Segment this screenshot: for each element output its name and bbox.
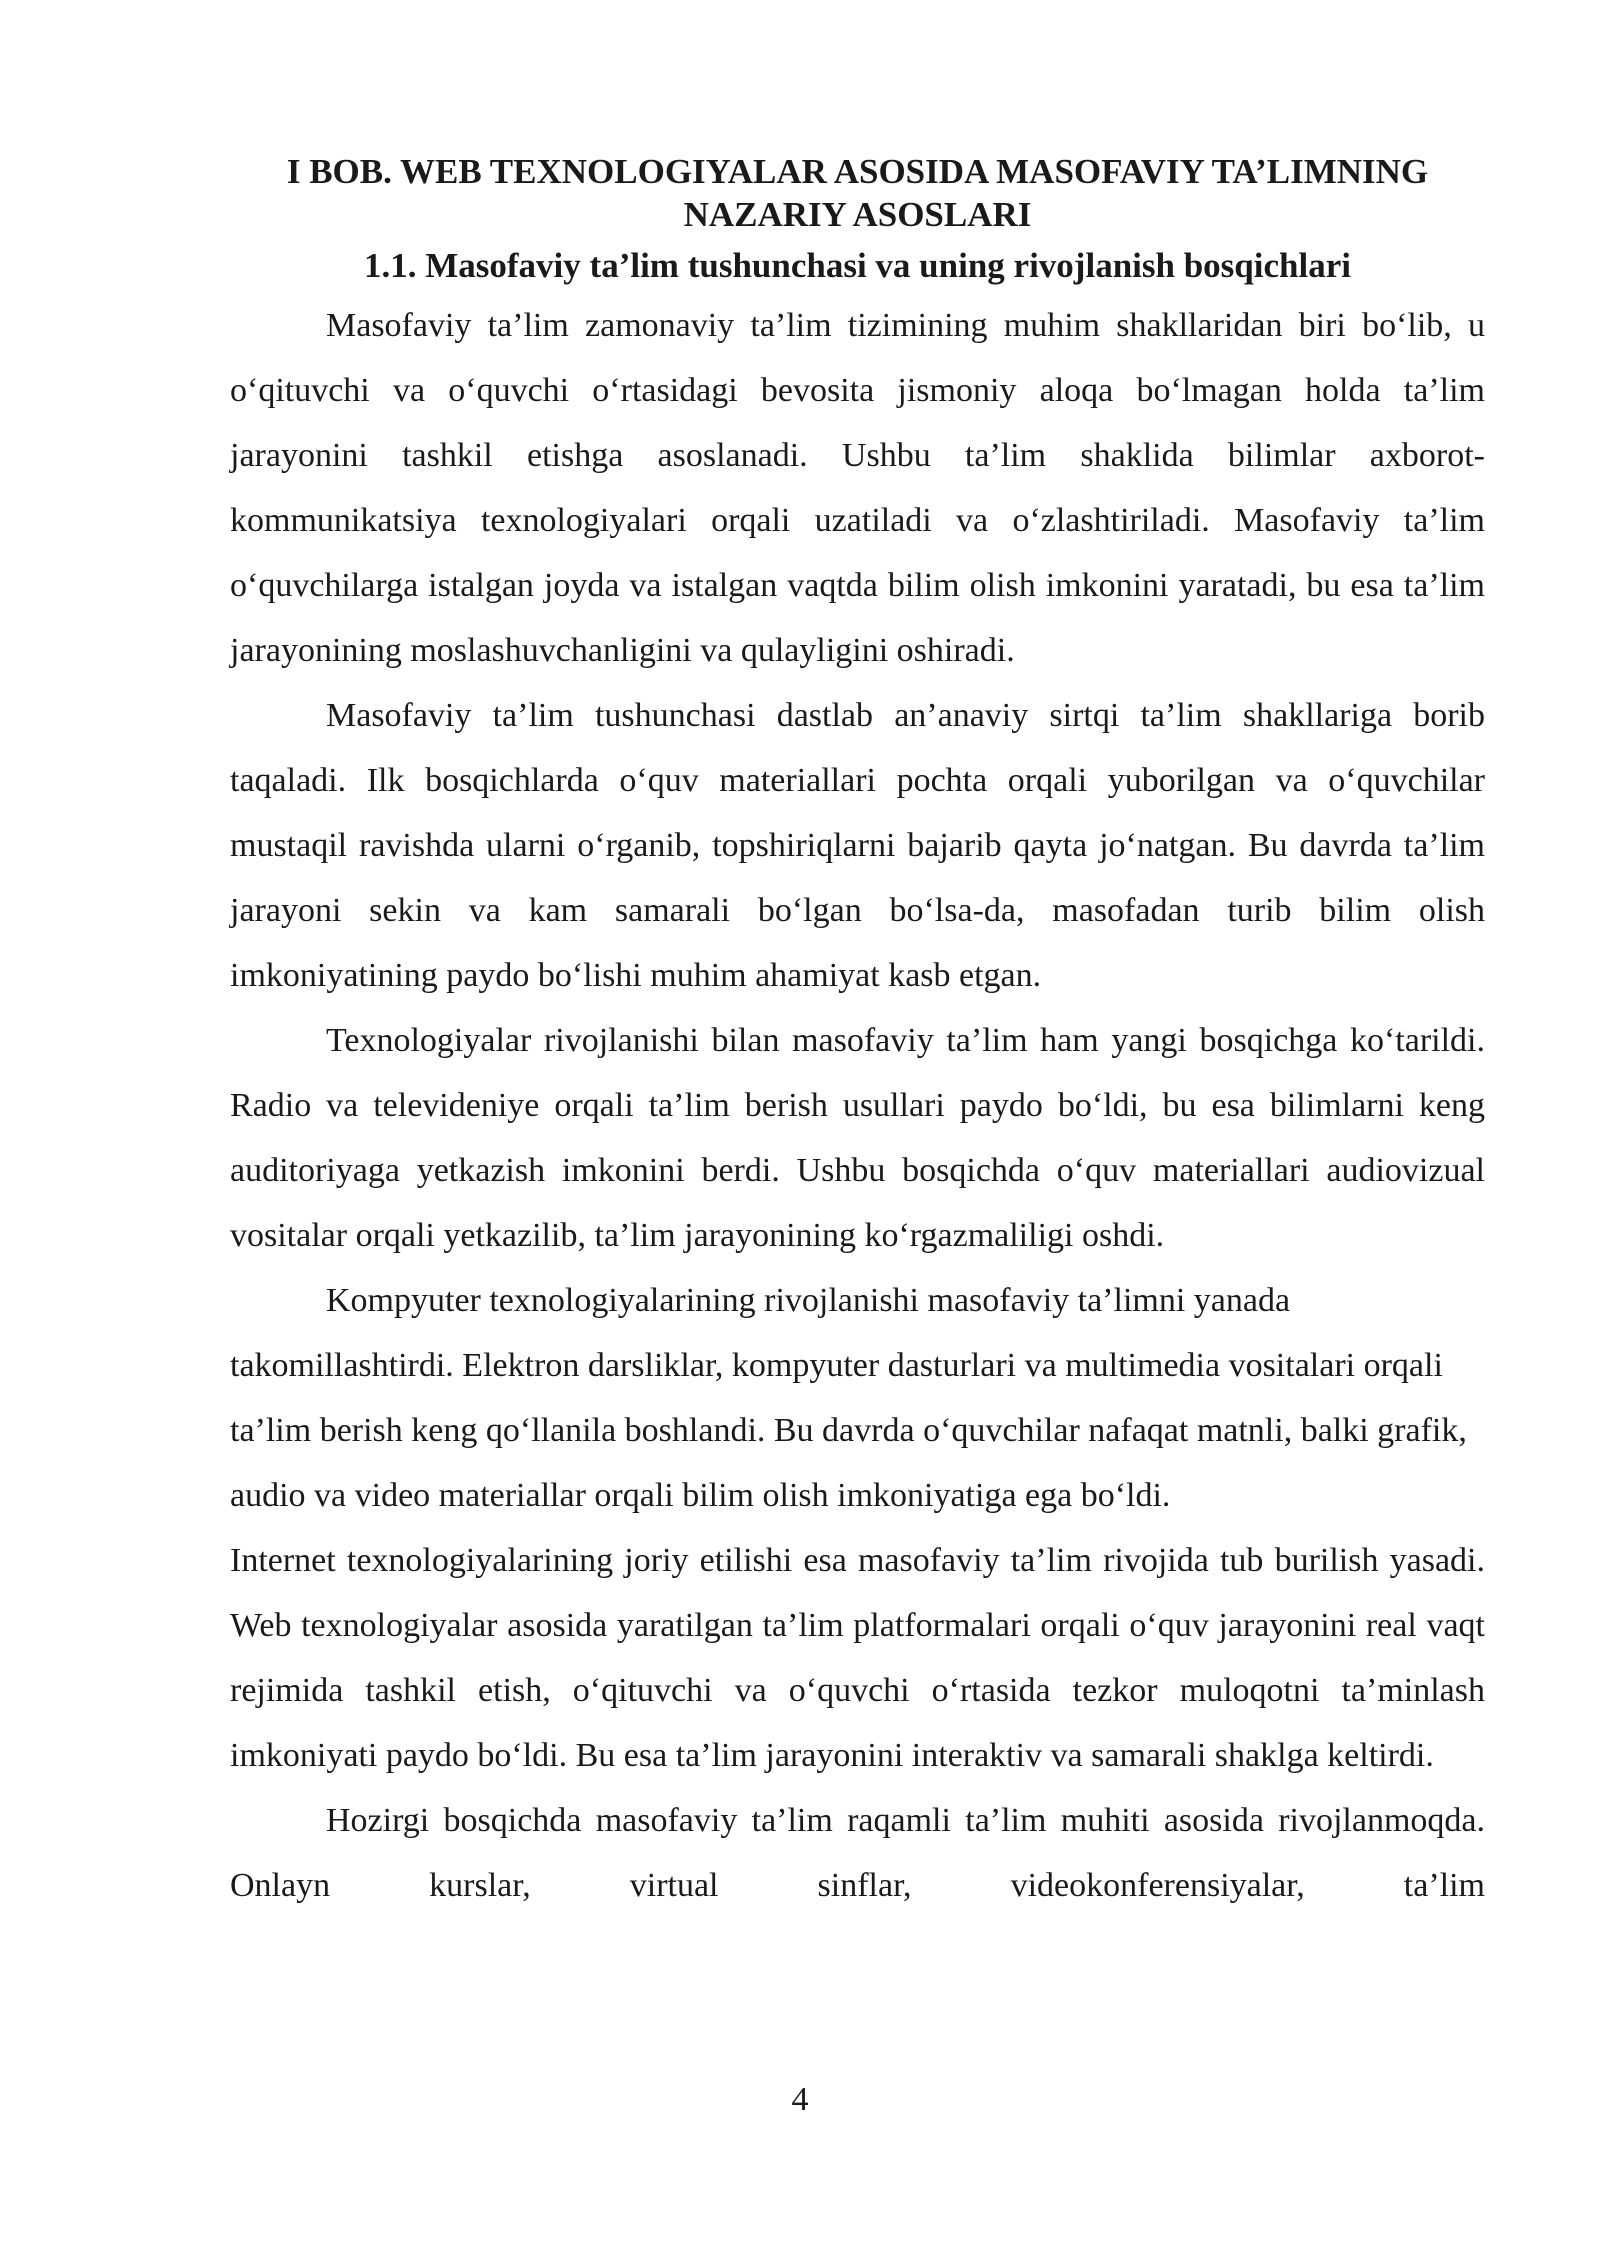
- paragraph-internet: Internet texnologiyalarining joriy etilishi esa masofaviy ta’lim rivojida tub burilish yasadi. Web texnologiyalar asosida yaratilgan ta’lim platformalari orqali o‘quv jarayonini real vaqt rejimida tashkil etish, o‘qituvchi va o‘quvchi o‘rtasida tezkor muloqotni ta’minlash imkoniyati paydo bo‘ldi. Bu esa ta’lim jarayonini interaktiv va samarali shaklga keltirdi.: [230, 1542, 1485, 1774]
- paragraph-definition: Masofaviy ta’lim zamonaviy ta’lim tizimining muhim shakllaridan biri bo‘lib, u o‘qituvchi va o‘quvchi o‘rtasidagi bevosita jismoniy aloqa bo‘lmagan holda ta’lim jarayonini tashkil etishga asoslanadi. Ushbu ta’lim shaklida bilimlar axborot-kommunikatsiya texnologiyalari orqali uzatiladi va o‘zlashtiriladi. Masofaviy ta’lim o‘quvchilarga istalgan joyda va istalgan vaqtda bilim olish imkonini yaratadi, bu esa ta’lim jarayonining moslashuvchanligini va qulayligini oshiradi.: [230, 307, 1485, 669]
- paragraph-radio-tv: Texnologiyalar rivojlanishi bilan masofaviy ta’lim ham yangi bosqichga ko‘tarildi. Radio va televideniye orqali ta’lim berish usullari paydo bo‘ldi, bu esa bilimlarni keng auditoriyaga yetkazish imkonini berdi. Ushbu bosqichda o‘quv materiallari audiovizual vositalar orqali yetkazilib, ta’lim jarayonining ko‘rgazmaliligi oshdi.: [230, 1022, 1485, 1254]
- paragraph-computer: Kompyuter texnologiyalarining rivojlanishi masofaviy ta’limni yanada takomillashtirdi. Elektron darsliklar, kompyuter dasturlari va multimedia vositalari orqali ta’lim berish keng qo‘llanila boshlandi. Bu davrda o‘quvchilar nafaqat matnli, balki grafik, audio va video materiallar orqali bilim olish imkoniyatiga ega bo‘ldi.: [230, 1282, 1467, 1514]
- page-content: [230, 150, 1485, 1918]
- section-title: 1.1. Masofaviy ta’lim tushunchasi va uning rivojlanish bosqichlari: [364, 246, 1351, 285]
- paragraph-history: Masofaviy ta’lim tushunchasi dastlab an’anaviy sirtqi ta’lim shakllariga borib taqaladi. Ilk bosqichlarda o‘quv materiallari pochta orqali yuborilgan va o‘quvchilar mustaqil ravishda ularni o‘rganib, topshiriqlarni bajarib qayta jo‘natgan. Bu davrda ta’lim jarayoni sekin va kam samarali bo‘lgan bo‘lsa-da, masofadan turib bilim olish imkoniyatining paydo bo‘lishi muhim ahamiyat kasb etgan.: [230, 697, 1485, 994]
- chapter-title: I BOB. WEB TEXNOLOGIYALAR ASOSIDA MASOFAVIY TA’LIMNING NAZARIY ASOSLARI: [286, 152, 1429, 234]
- paragraph-current-stage: Hozirgi bosqichda masofaviy ta’lim raqamli ta’lim muhiti asosida rivojlanmoqda. Onlayn kurslar, virtual sinflar, videokonferensiyalar, ta’lim: [230, 1802, 1485, 1904]
- page-number: 4: [791, 2081, 809, 2118]
